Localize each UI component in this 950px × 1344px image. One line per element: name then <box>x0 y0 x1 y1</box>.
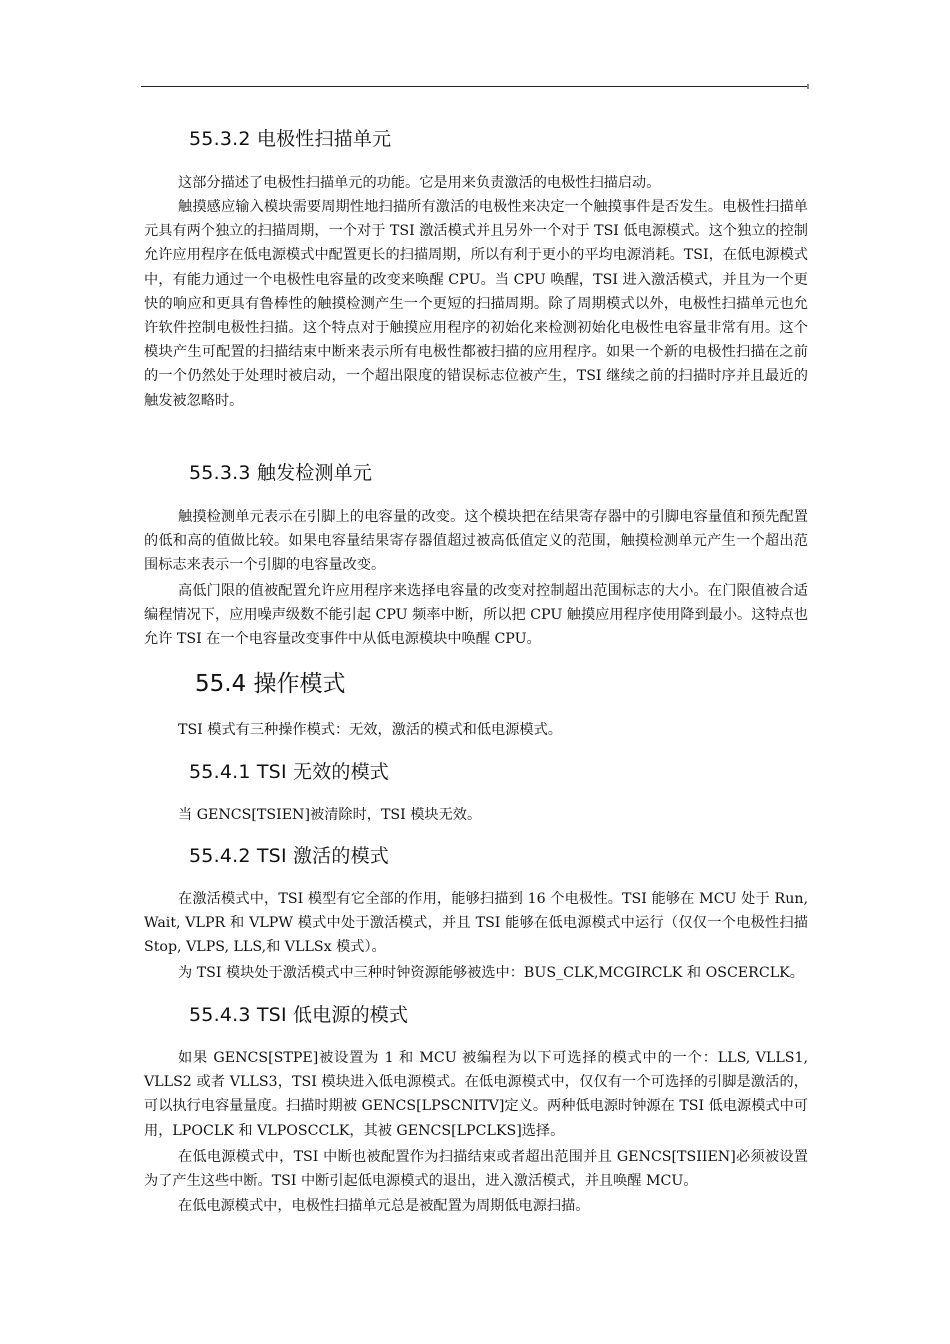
section-heading-55-3-3: 55.3.3 触发检测单元 <box>189 462 373 484</box>
paragraph: 如果 GENCS[STPE]被设置为 1 和 MCU 被编程为以下可选择的模式中的一个：LLS, VLLS1, VLLS2 或者 VLLS3，TSI 模块进入低电源模式。在低电源模式中，仅仅有一个可选择的引脚是激活的，可以执行电容量量度。扫描时期被 GENCS[LPSCNITV]定义。两种低电源时钟源在 TSI 低电源模式中可用，LPOCLK 和 VLPOSCCLK，其被 GENCS[LPCLKS]选择。 <box>144 1050 808 1139</box>
paragraph: 这部分描述了电极性扫描单元的功能。它是用来负责激活的电极性扫描启动。 <box>178 175 661 191</box>
paragraph: 在激活模式中，TSI 模型有它全部的作用，能够扫描到 16 个电极性。TSI 能够在 MCU 处于 Run, Wait, VLPR 和 VLPW 模式中处于激活模式，并且 TSI 能够在低电源模式中运行（仅仅一个电极性扫描 Stop, VLPS, LLS,和 VLLSx 模式）。 <box>144 891 808 956</box>
header-rule-end <box>807 84 809 89</box>
paragraph: 在低电源模式中，电极性扫描单元总是被配置为周期低电源扫描。 <box>178 1198 590 1214</box>
paragraph: 高低门限的值被配置允许应用程序来选择电容量的改变对控制超出范围标志的大小。在门限值被合适编程情况下，应用噪声级数不能引起 CPU 频率中断，所以把 CPU 触摸应用程序使用降到最小。这特点也允许 TSI 在一个电容量改变事件中从低电源模块中唤醒 CPU。 <box>144 583 808 648</box>
paragraph: 在低电源模式中，TSI 中断也被配置作为扫描结束或者超出范围并且 GENCS[TSIIEN]必须被设置为了产生这些中断。TSI 中断引起低电源模式的退出，进入激活模式，并且唤醒 MCU。 <box>144 1149 808 1190</box>
section-heading-55-3-2: 55.3.2 电极性扫描单元 <box>189 128 392 150</box>
paragraph: 当 GENCS[TSIEN]被清除时，TSI 模块无效。 <box>178 807 482 823</box>
section-heading-55-4-1: 55.4.1 TSI 无效的模式 <box>189 761 389 783</box>
section-heading-55-4-2: 55.4.2 TSI 激活的模式 <box>189 845 389 867</box>
section-heading-55-4-3: 55.4.3 TSI 低电源的模式 <box>189 1004 409 1026</box>
paragraph: 触摸检测单元表示在引脚上的电容量的改变。这个模块把在结果寄存器中的引脚电容量值和预先配置的低和高的值做比较。如果电容量结果寄存器值超过被高低值定义的范围，触摸检测单元产生一个超出范围标志来表示一个引脚的电容量改变。 <box>144 509 808 574</box>
section-heading-55-4: 55.4 操作模式 <box>195 671 346 697</box>
paragraph: TSI 模式有三种操作模式：无效，激活的模式和低电源模式。 <box>178 722 562 738</box>
paragraph: 触摸感应输入模块需要周期性地扫描所有激活的电极性来决定一个触摸事件是否发生。电极性扫描单元具有两个独立的扫描周期，一个对于 TSI 激活模式并且另外一个对于 TSI 低电源模式。这个独立的控制允许应用程序在低电源模式中配置更长的扫描周期，所以有利于更小的平均电源消耗。TSI，在低电源模式中，有能力通过一个电极性电容量的改变来唤醒 CPU。当 CPU 唤醒，TSI 进入激活模式，并且为一个更快的响应和更具有鲁棒性的触摸检测产生一个更短的扫描周期。除了周期模式以外，电极性扫描单元也允许软件控制电极性扫描。这个特点对于触摸应用程序的初始化来检测初始化电极性电容量非常有用。这个模块产生可配置的扫描结束中断来表示所有电极性都被扫描的应用程序。如果一个新的电极性扫描在之前的一个仍然处于处理时被启动，一个超出限度的错误标志位被产生，TSI 继续之前的扫描时序并且最近的触发被忽略时。 <box>144 199 808 409</box>
header-rule <box>141 86 809 87</box>
paragraph: 为 TSI 模块处于激活模式中三种时钟资源能够被选中：BUS_CLK,MCGIRCLK 和 OSCERCLK。 <box>178 965 804 981</box>
